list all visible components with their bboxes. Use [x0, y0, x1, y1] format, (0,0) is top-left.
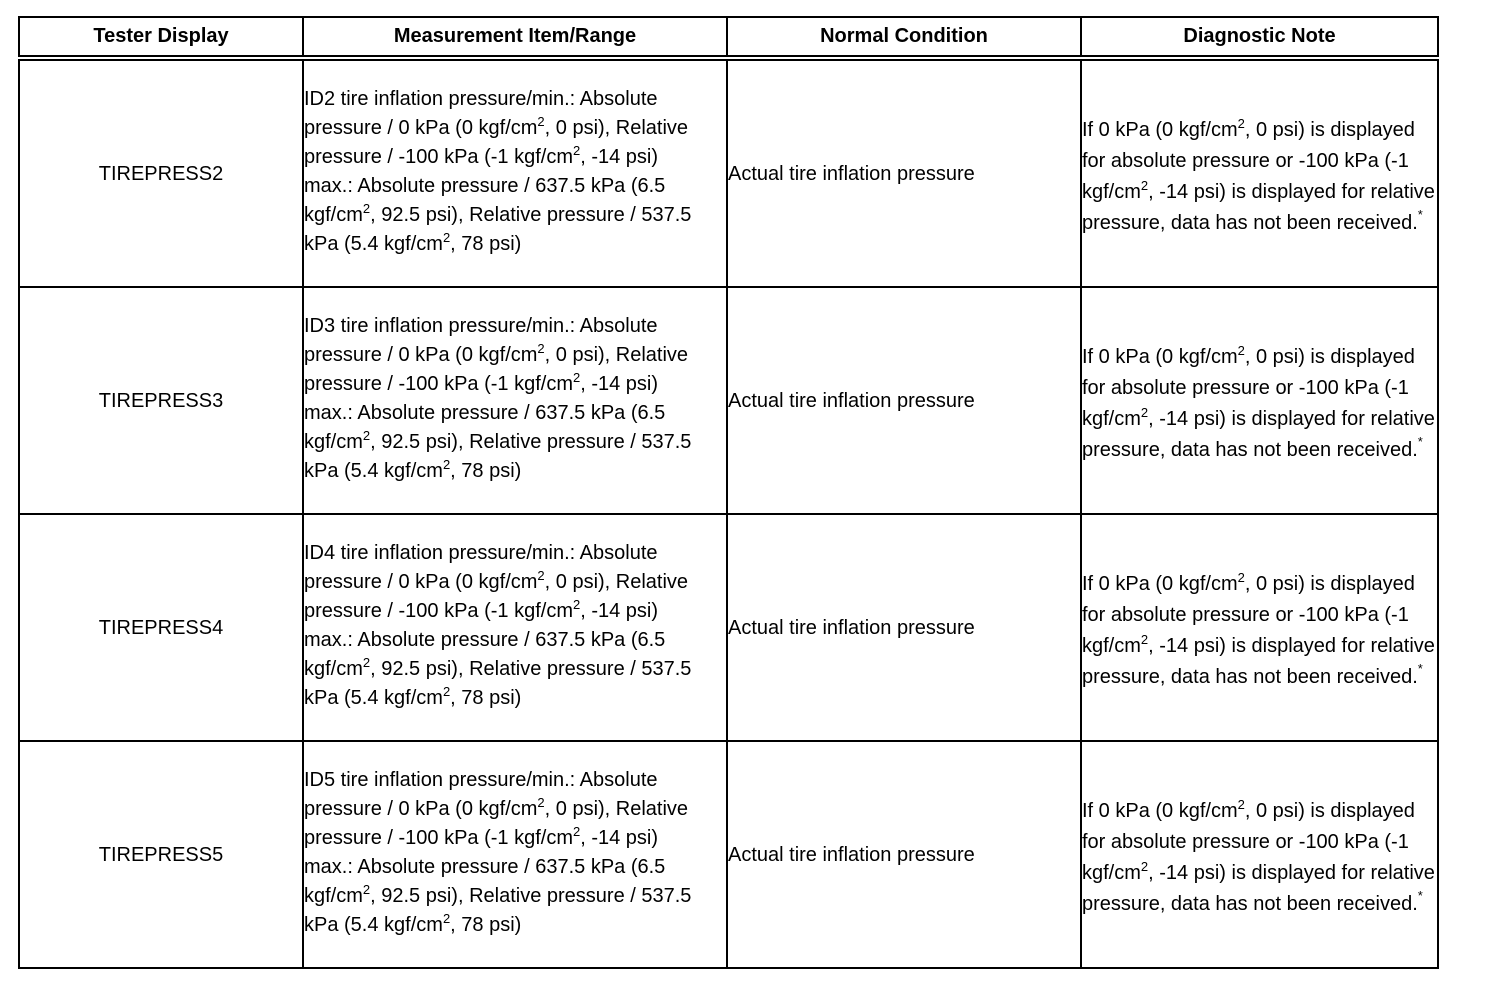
- measurement-range-cell: [303, 58, 727, 287]
- diagnostic-note-text: If 0 kPa (0 kgf/$cm^2$, 0 psi) is displayed for absolute pressure or -100 kPa (-1 kgf/$cm^2$, -14 psi) is displayed for relative pressure, data has not been received.*: [1082, 115, 1435, 234]
- footnote-mark: *: [1417, 660, 1423, 676]
- tester-display-cell: TIREPRESS4: [19, 514, 303, 741]
- tester-display-cell: TIREPRESS2: [19, 58, 303, 287]
- footnote-mark: *: [1417, 887, 1423, 903]
- table-row: [19, 287, 1438, 514]
- normal-condition-cell: Actual tire inflation pressure: [727, 514, 1081, 741]
- diagnostic-note-cell: [1081, 58, 1438, 287]
- header-row: [19, 17, 1438, 58]
- diagnostic-note-text: If 0 kPa (0 kgf/$cm^2$, 0 psi) is displayed for absolute pressure or -100 kPa (-1 kgf/$cm^2$, -14 psi) is displayed for relative pressure, data has not been received.*: [1082, 796, 1435, 915]
- header-normal-condition: Normal Condition: [727, 17, 1081, 58]
- tester-display-cell: TIREPRESS3: [19, 287, 303, 514]
- diagnostic-note-cell: [1081, 741, 1438, 968]
- diagnostic-note-cell: [1081, 514, 1438, 741]
- tester-display-cell: TIREPRESS5: [19, 741, 303, 968]
- normal-condition-cell: Actual tire inflation pressure: [727, 741, 1081, 968]
- footnote-mark: *: [1417, 433, 1423, 449]
- table-row: [19, 58, 1438, 287]
- tire-pressure-data-table: [18, 16, 1439, 969]
- footnote-mark: *: [1417, 206, 1423, 222]
- header-diagnostic-note: Diagnostic Note: [1081, 17, 1438, 58]
- measurement-range-cell: [303, 741, 727, 968]
- measurement-range-cell: [303, 287, 727, 514]
- normal-condition-cell: Actual tire inflation pressure: [727, 58, 1081, 287]
- measurement-range-text: ID2 tire inflation pressure/min.: Absolute pressure / 0 kPa (0 kgf/$cm^2$, 0 psi), Relative pressure / -100 kPa (-1 kgf/$cm^2$, -14 psi) max.: Absolute pressure / 637.5 kPa (6.5 kgf/$cm^2$, 92.5 psi), Relative pressure / 537.5 kPa (5.4 kgf/$cm^2$, 78 psi): [304, 87, 692, 255]
- header-measurement-item-range: Measurement Item/Range: [303, 17, 727, 58]
- measurement-range-cell: [303, 514, 727, 741]
- measurement-range-text: ID4 tire inflation pressure/min.: Absolute pressure / 0 kPa (0 kgf/$cm^2$, 0 psi), Relative pressure / -100 kPa (-1 kgf/$cm^2$, -14 psi) max.: Absolute pressure / 637.5 kPa (6.5 kgf/$cm^2$, 92.5 psi), Relative pressure / 537.5 kPa (5.4 kgf/$cm^2$, 78 psi): [304, 541, 692, 709]
- diagnostic-note-text: If 0 kPa (0 kgf/$cm^2$, 0 psi) is displayed for absolute pressure or -100 kPa (-1 kgf/$cm^2$, -14 psi) is displayed for relative pressure, data has not been received.*: [1082, 569, 1435, 688]
- measurement-range-text: ID5 tire inflation pressure/min.: Absolute pressure / 0 kPa (0 kgf/$cm^2$, 0 psi), Relative pressure / -100 kPa (-1 kgf/$cm^2$, -14 psi) max.: Absolute pressure / 637.5 kPa (6.5 kgf/$cm^2$, 92.5 psi), Relative pressure / 537.5 kPa (5.4 kgf/$cm^2$, 78 psi): [304, 768, 692, 936]
- table-row: [19, 741, 1438, 968]
- measurement-range-text: ID3 tire inflation pressure/min.: Absolute pressure / 0 kPa (0 kgf/$cm^2$, 0 psi), Relative pressure / -100 kPa (-1 kgf/$cm^2$, -14 psi) max.: Absolute pressure / 637.5 kPa (6.5 kgf/$cm^2$, 92.5 psi), Relative pressure / 537.5 kPa (5.4 kgf/$cm^2$, 78 psi): [304, 314, 692, 482]
- diagnostic-note-text: If 0 kPa (0 kgf/$cm^2$, 0 psi) is displayed for absolute pressure or -100 kPa (-1 kgf/$cm^2$, -14 psi) is displayed for relative pressure, data has not been received.*: [1082, 342, 1435, 461]
- header-tester-display: Tester Display: [19, 17, 303, 58]
- table-row: [19, 514, 1438, 741]
- data-list-sheet: [18, 16, 1437, 969]
- normal-condition-cell: Actual tire inflation pressure: [727, 287, 1081, 514]
- diagnostic-note-cell: [1081, 287, 1438, 514]
